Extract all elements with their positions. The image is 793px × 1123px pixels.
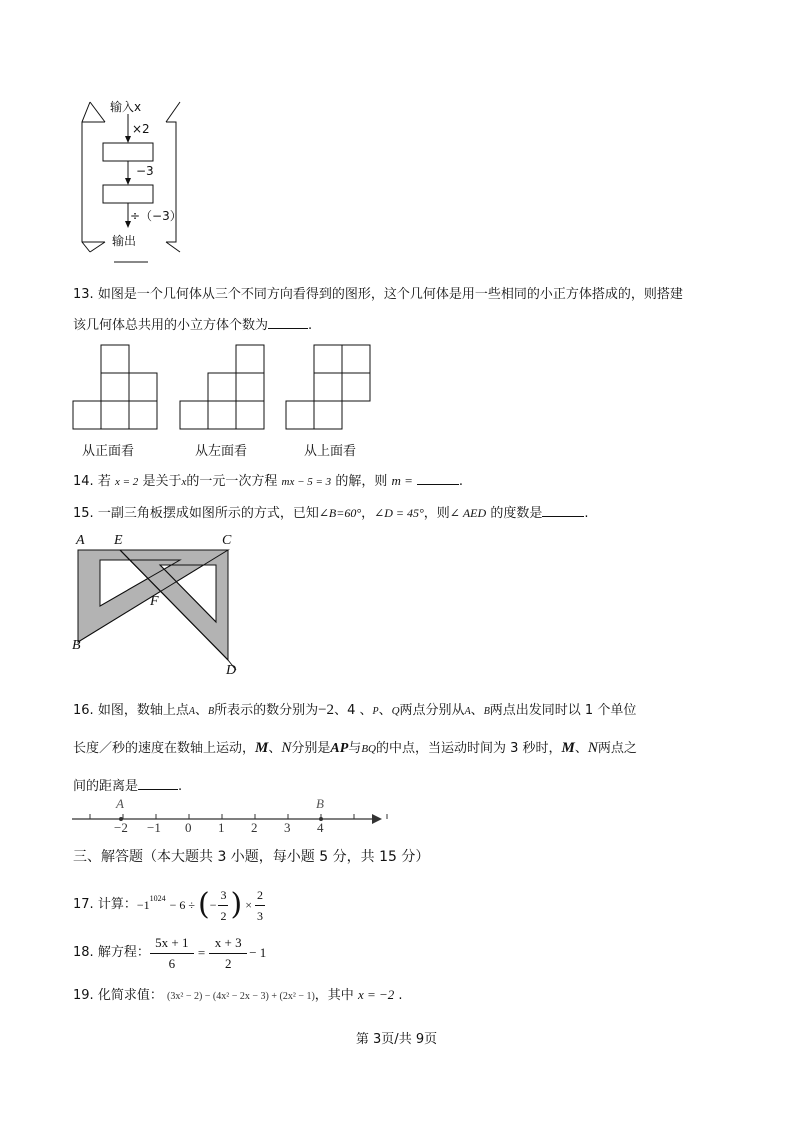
number-line-label-b: B	[316, 796, 324, 811]
label-C: C	[222, 533, 232, 548]
number-line-tick-label: 3	[284, 820, 291, 835]
question-17: 17. 计算： −1 $^{1024}$ − 6 ÷ ( − 3 2 ) × 2 3	[73, 890, 265, 920]
flowchart-step2: −3	[136, 164, 154, 178]
question-19: 19. 化简求值： (3x² − 2) − (4x² − 2x − 3) + (2x² − 1)，其中 x = −2 .	[73, 987, 403, 1003]
caption-left-view: 从左面看	[195, 444, 248, 459]
number-line-tick-label: 1	[218, 820, 225, 835]
number-line-tick-label: 4	[317, 820, 324, 835]
q15-angle-d: ∠D = 45°	[374, 506, 424, 520]
answer-blank-15[interactable]	[542, 502, 584, 517]
number-line-tick-label: 2	[251, 820, 258, 835]
question-16-line3: 间的距离是 .	[73, 775, 182, 797]
label-A: A	[76, 533, 85, 548]
question-14: 14. 若 x = 2 是关于x的一元一次方程 mx − 5 = 3 的解，则 m = .	[73, 470, 463, 492]
q19-expression: (3x² − 2) − (4x² − 2x − 3) + (2x² − 1)	[166, 991, 315, 1002]
flowchart-step3: ÷（−3）	[130, 209, 182, 223]
answer-blank-14[interactable]	[417, 470, 459, 485]
q14-equation: mx − 5 = 3	[281, 476, 332, 488]
number-line-tick-label: 0	[185, 820, 192, 835]
label-E: E	[114, 533, 123, 548]
question-13-line1	[73, 285, 683, 305]
number-line-label-a: A	[116, 796, 124, 811]
q17-fraction2: 2 3	[256, 887, 263, 923]
answer-blank-13[interactable]	[268, 314, 308, 329]
flowchart-output-label: 输出	[112, 234, 137, 248]
question-13-text2: 该几何体总共用的小立方体个数为	[73, 318, 269, 333]
flowchart-step1: ×2	[132, 122, 150, 136]
number-line-tick-label: −2	[114, 820, 128, 835]
q14-condition: x = 2	[114, 476, 139, 488]
q18-rhs-fraction: x + 3 2	[209, 933, 247, 974]
q18-lhs-fraction: 5x + 1 6	[150, 933, 194, 974]
number-line-tick-label: −1	[147, 820, 161, 835]
q17-fraction1: 3 2	[220, 887, 227, 923]
question-13-line2: 该几何体总共用的小立方体个数为 .	[73, 314, 312, 336]
q17-base: −1	[136, 898, 150, 912]
question-13-text1: 如图是一个几何体从三个不同方向看得到的图形，这个几何体是用一些相同的小正方体搭成的，则搭建	[97, 287, 683, 302]
label-F: F	[150, 594, 159, 609]
q15-angle-aed: ∠ AED	[449, 506, 487, 520]
q19-condition: x = −2	[357, 987, 395, 1002]
caption-top-view: 从上面看	[304, 444, 357, 459]
q17-exponent: 1024	[149, 894, 166, 903]
page-footer: 第 3页/共 9页	[355, 1032, 438, 1047]
triangle-set-figure	[70, 530, 250, 685]
label-D: D	[226, 663, 237, 678]
flowchart-input-label: 输入x	[110, 100, 142, 114]
three-views-figure	[70, 343, 380, 433]
question-15: 15. 一副三角板摆成如图所示的方式，已知∠B=60°，∠D = 45°，则∠ AED 的度数是 .	[73, 502, 588, 524]
question-13-number: 13.	[73, 287, 94, 302]
label-B: B	[72, 638, 81, 653]
q15-angle-b: ∠B=60°	[318, 506, 362, 520]
question-16-line1: 16. 如图，数轴上点A、B所表示的数分别为−2、4 、P、Q两点分别从A、B两点出发同时以 1 个单位	[73, 702, 637, 718]
question-16-line2: 长度／秒的速度在数轴上运动，M、N分别是AP与BQ的中点，当运动时间为 3 秒时，M、N两点之	[73, 740, 637, 756]
section-3-heading: 三、解答题（本大题共 3 小题，每小题 5 分，共 15 分）	[73, 849, 430, 865]
answer-blank-16[interactable]	[138, 775, 178, 790]
caption-front-view: 从正面看	[82, 444, 135, 459]
question-18: 18. 解方程： 5x + 1 6 = x + 3 2 − 1	[73, 936, 266, 970]
